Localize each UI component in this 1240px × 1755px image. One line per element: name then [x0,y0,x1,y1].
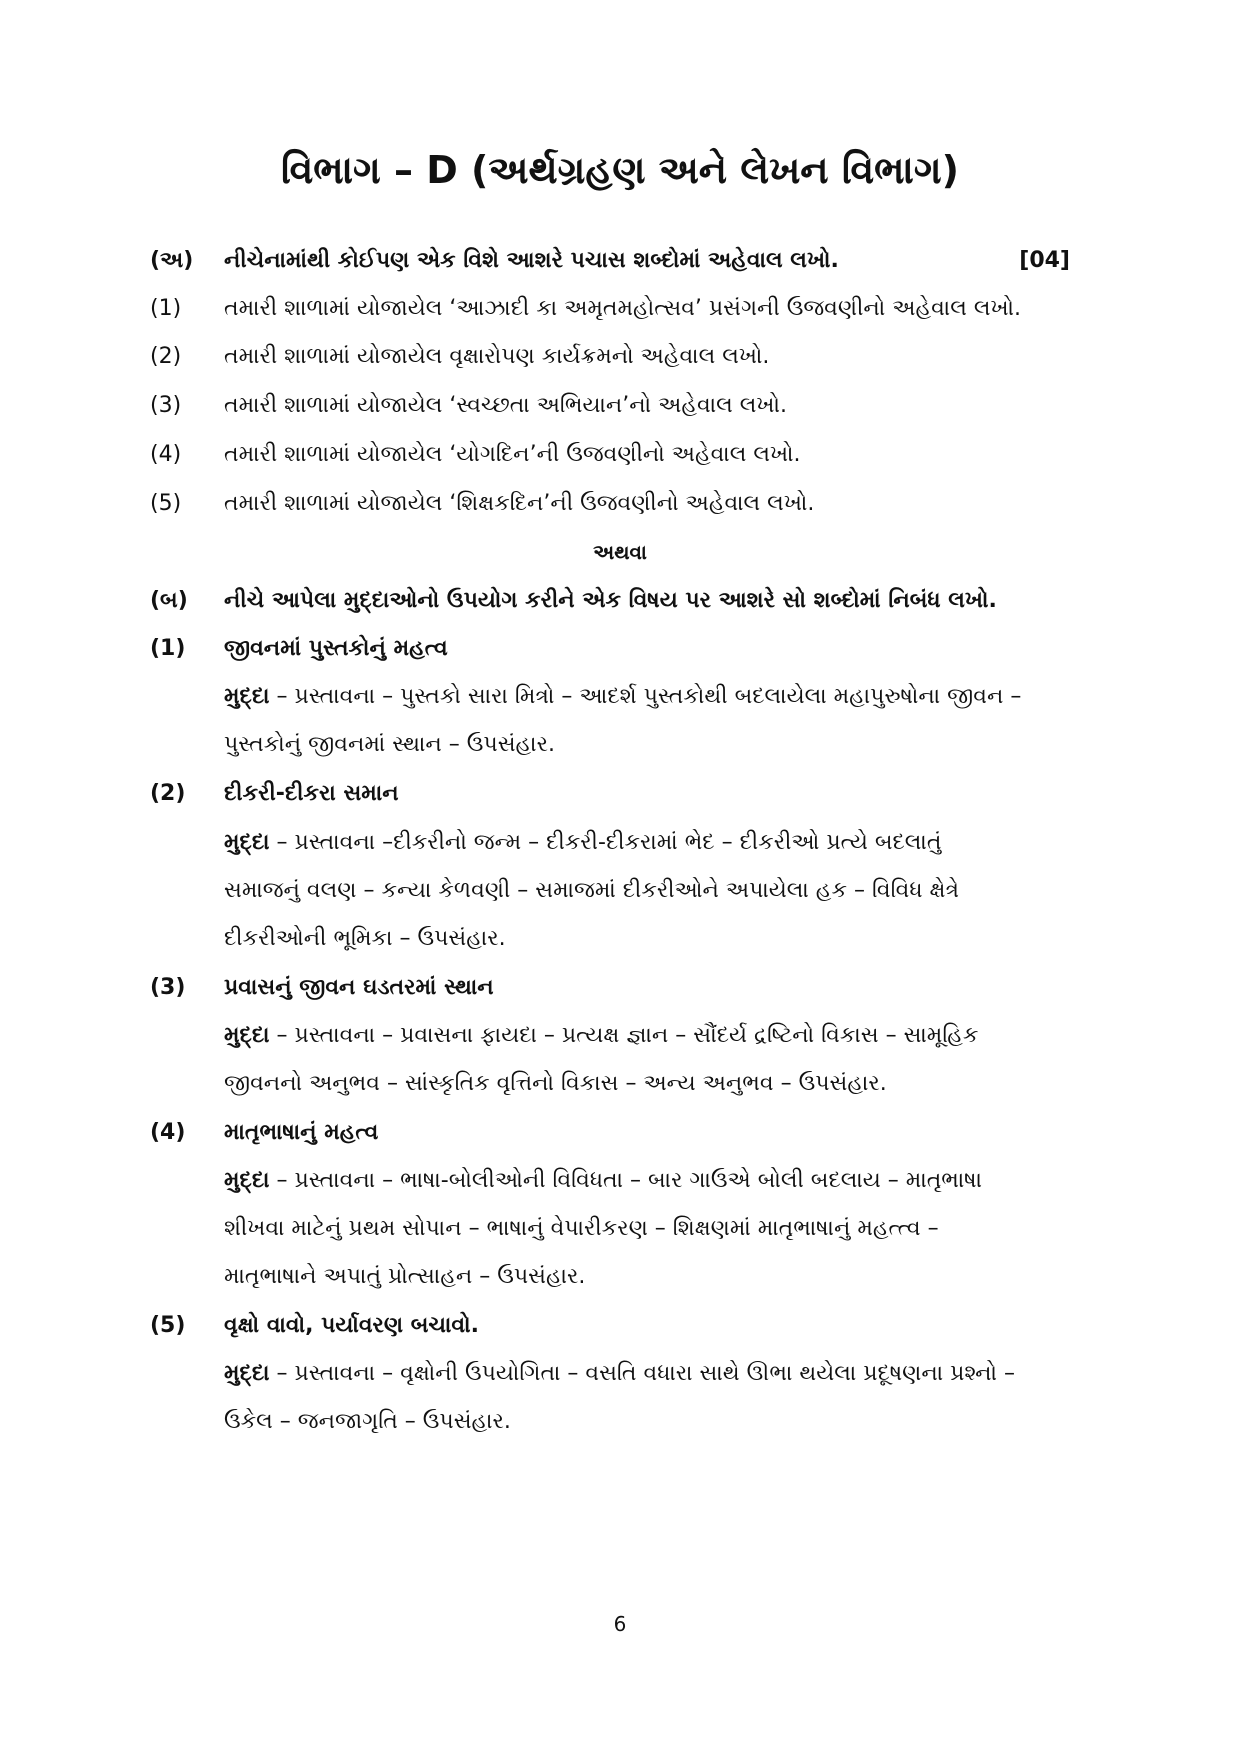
points-label: મુદ્દા [224,684,270,709]
topic-title: પ્રવાસનું જીવન ઘડતરમાં સ્થાન [224,975,494,1000]
topic-heading [150,779,1070,809]
item-text: તમારી શાળામાં યોજાયેલ ‘શિક્ષકદિન’ની ઉજવણીનો અહેવાલ લખો. [224,491,815,516]
topic-heading [150,634,1070,664]
topic-points-line: દીકરીઓની ભૂમિકા – ઉપસંહાર. [224,926,506,951]
section-a-item [150,489,1070,519]
section-a-label: (અ) [150,248,194,273]
topic-points-line: શીખવા માટેનું પ્રથમ સોપાન – ભાષાનું વેપારીકરણ – શિક્ષણમાં માતૃભાષાનું મહત્ત્વ – [224,1216,939,1241]
topic-points-line [224,1166,1084,1196]
topic-points-line: ઉકેલ – જનજાગૃતિ – ઉપસંહાર. [224,1409,511,1434]
points-text: – પ્રસ્તાવના – પુસ્તકો સારા મિત્રો – આદર્શ પુસ્તકોથી બદલાયેલા મહાપુરુષોના જીવન – [269,684,1022,709]
item-text: તમારી શાળામાં યોજાયેલ ‘આઝાદી કા અમૃતમહોત્સવ’ પ્રસંગની ઉજવણીનો અહેવાલ લખો. [224,296,1022,321]
section-a-header [150,246,1070,276]
item-text: તમારી શાળામાં યોજાયેલ ‘સ્વચ્છતા અભિયાન’નો અહેવાલ લખો. [224,393,787,418]
topic-points-line: પુસ્તકોનું જીવનમાં સ્થાન – ઉપસંહાર. [224,732,555,757]
item-number: (4) [150,442,182,467]
section-a-instruction: નીચેનામાંથી કોઈપણ એક વિશે આશરે પચાસ શબ્દોમાં અહેવાલ લખો. [224,248,839,273]
topic-number: (3) [150,975,186,1000]
item-number: (2) [150,344,182,369]
item-number: (1) [150,296,182,321]
topic-heading [150,1118,1070,1148]
points-label: મુદ્દા [224,1168,270,1193]
or-separator: અથવા [593,540,647,564]
topic-points-line: માતૃભાષાને અપાતું પ્રોત્સાહન – ઉપસંહાર. [224,1264,586,1289]
points-text: – પ્રસ્તાવના –દીકરીનો જન્મ – દીકરી-દીકરામાં ભેદ – દીકરીઓ પ્રત્યે બદલાતું [269,830,942,855]
topic-title: દીકરી-દીકરા સમાન [224,781,399,806]
item-text: તમારી શાળામાં યોજાયેલ વૃક્ષારોપણ કાર્યક્રમનો અહેવાલ લખો. [224,344,770,369]
points-text: – પ્રસ્તાવના – વૃક્ષોની ઉપયોગિતા – વસતિ વધારા સાથે ઊભા થયેલા પ્રદૂષણના પ્રશ્નો – [269,1361,1015,1386]
item-number: (3) [150,393,182,418]
topic-number: (4) [150,1120,186,1145]
topic-title: વૃક્ષો વાવો, પર્યાવરણ બચાવો. [224,1313,479,1338]
topic-points-line: જીવનનો અનુભવ – સાંસ્કૃતિક વૃત્તિનો વિકાસ – અન્ય અનુભવ – ઉપસંહાર. [224,1071,887,1096]
topic-number: (1) [150,636,186,661]
section-a-item [150,440,1070,470]
topic-heading [150,973,1070,1003]
topic-points-line [224,682,1084,712]
section-a-marks: [04] [1019,248,1070,273]
section-b-label: (બ) [150,588,188,613]
item-text: તમારી શાળામાં યોજાયેલ ‘યોગદિન’ની ઉજવણીનો અહેવાલ લખો. [224,442,801,467]
points-text: – પ્રસ્તાવના – ભાષા-બોલીઓની વિવિધતા – બાર ગાઉએ બોલી બદલાય – માતૃભાષા [269,1168,982,1193]
page-number: 6 [613,1612,627,1636]
topic-points-line [224,1021,1084,1051]
topic-title: જીવનમાં પુસ્તકોનું મહત્વ [224,636,448,661]
section-b-instruction: નીચે આપેલા મુદ્દાઓનો ઉપયોગ કરીને એક વિષય પર આશરે સો શબ્દોમાં નિબંધ લખો. [224,588,997,613]
section-b-header [150,586,1070,616]
topic-points-line: સમાજનું વલણ – કન્યા કેળવણી – સમાજમાં દીકરીઓને અપાયેલા હક – વિવિધ ક્ષેત્રે [224,878,960,903]
points-label: મુદ્દા [224,1023,270,1048]
points-label: મુદ્દા [224,830,270,855]
item-number: (5) [150,491,182,516]
topic-heading [150,1311,1070,1341]
topic-number: (5) [150,1313,186,1338]
topic-points-line [224,1359,1084,1389]
section-a-item [150,342,1070,372]
points-text: – પ્રસ્તાવના – પ્રવાસના ફાયદા – પ્રત્યક્ષ જ્ઞાન – સૌંદર્ય દ્રષ્ટિનો વિકાસ – સામૂહિક [269,1023,979,1048]
topic-number: (2) [150,781,186,806]
topic-title: માતૃભાષાનું મહત્વ [224,1120,379,1145]
section-a-item [150,391,1070,421]
section-a-item [150,294,1070,324]
points-label: મુદ્દા [224,1361,270,1386]
page-title: વિભાગ – D (અર્થગ્રહણ અને લેખન વિભાગ) [281,148,959,192]
topic-points-line [224,828,1084,858]
